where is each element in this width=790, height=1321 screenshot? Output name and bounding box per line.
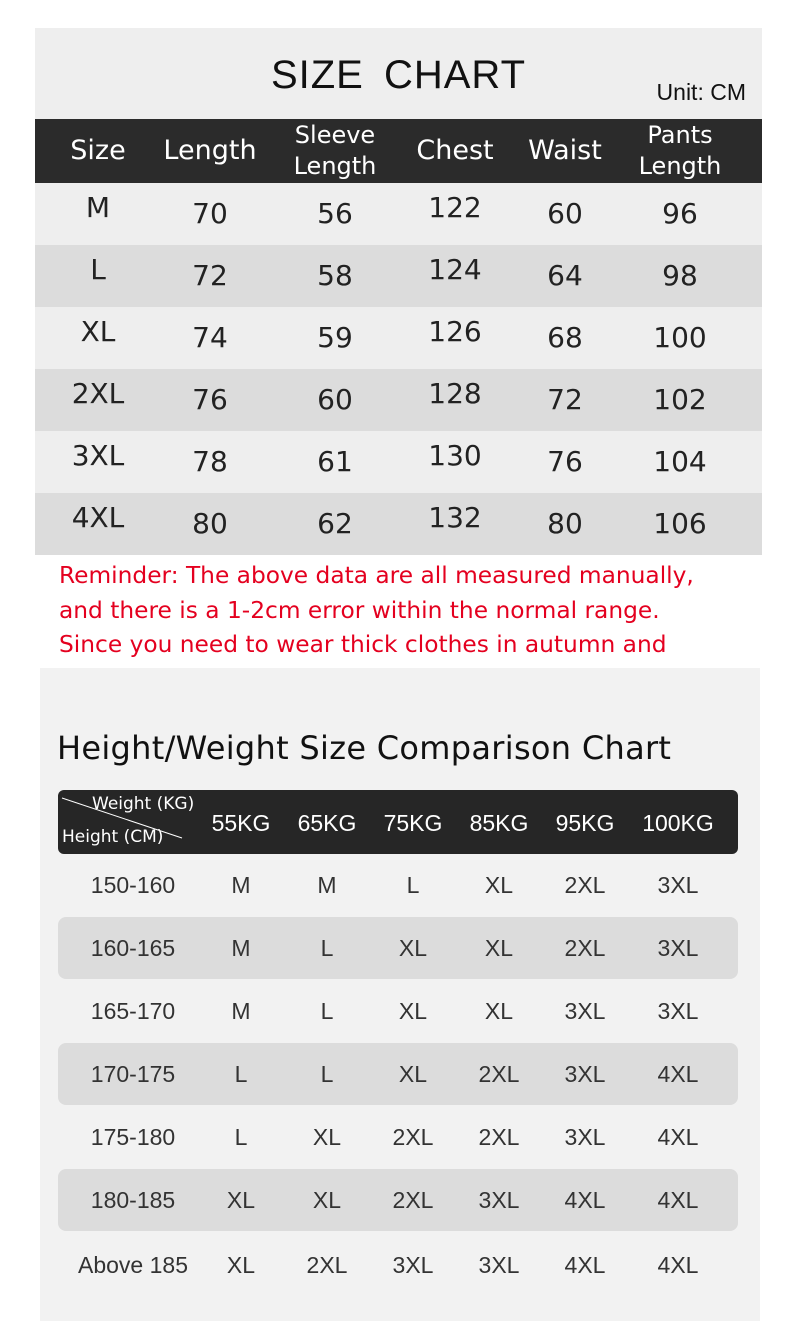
header-weight: 95KG [555, 810, 615, 836]
cell-size: 4XL [564, 1252, 606, 1278]
cell-pants-length: 104 [653, 445, 707, 478]
cell-waist: 68 [547, 321, 583, 354]
cell-height-range: 165-170 [90, 998, 176, 1024]
cell-size: 4XL [657, 1252, 699, 1278]
cell-size: 2XL [392, 1187, 434, 1213]
header-chest: Chest [416, 135, 494, 166]
cell-pants-length: 106 [653, 507, 707, 540]
cell-size: L [234, 1061, 248, 1087]
height-weight-row [58, 980, 738, 1042]
cell-size: XL [484, 935, 514, 961]
cell-chest: 128 [428, 377, 482, 410]
cell-size: M [231, 935, 251, 961]
cell-waist: 60 [547, 197, 583, 230]
cell-size: 3XL [564, 1061, 606, 1087]
header-sleeve-length: Sleeve Length [293, 121, 377, 180]
cell-length: 70 [192, 197, 228, 230]
height-weight-title: Height/Weight Size Comparison Chart [57, 729, 672, 767]
cell-size: 2XL [392, 1124, 434, 1150]
cell-length: 74 [192, 321, 228, 354]
cell-size: M [231, 872, 251, 898]
cell-size: 2XL [564, 872, 606, 898]
cell-size: 3XL [478, 1187, 520, 1213]
cell-size: XL [484, 998, 514, 1024]
cell-size: 2XL [478, 1061, 520, 1087]
cell-size: 3XL [71, 439, 125, 472]
header-length: Length [163, 135, 257, 166]
cell-size: L [320, 1061, 334, 1087]
cell-size: XL [312, 1124, 342, 1150]
size-chart-section [35, 28, 762, 555]
cell-size: XL [398, 935, 428, 961]
size-table-row [35, 493, 762, 555]
header-weight: 100KG [642, 810, 714, 836]
header-size: Size [70, 135, 126, 166]
cell-size: 3XL [564, 998, 606, 1024]
cell-sleeve-length: 56 [317, 197, 353, 230]
header-waist: Waist [528, 135, 602, 166]
cell-size: 3XL [657, 935, 699, 961]
height-weight-row [58, 1169, 738, 1231]
corner-header-cell [58, 790, 208, 854]
height-weight-section [40, 668, 760, 1321]
cell-height-range: 160-165 [90, 935, 176, 961]
cell-sleeve-length: 61 [317, 445, 353, 478]
cell-length: 80 [192, 507, 228, 540]
height-weight-row [58, 1234, 738, 1296]
cell-size: XL [312, 1187, 342, 1213]
cell-chest: 132 [428, 501, 482, 534]
cell-size: M [231, 998, 251, 1024]
height-weight-row [58, 1106, 738, 1168]
cell-pants-length: 100 [653, 321, 707, 354]
cell-size: 3XL [564, 1124, 606, 1150]
reminder-text: Reminder: The above data are all measured manually, and there is a 1-2cm error within the normal range. Since you need to wear thick clothes in autumn and [59, 562, 694, 658]
header-weight: 85KG [469, 810, 529, 836]
cell-size: XL [484, 872, 514, 898]
cell-waist: 80 [547, 507, 583, 540]
cell-size: L [406, 872, 420, 898]
cell-size: XL [226, 1252, 256, 1278]
corner-weight-label: Weight (KG) [92, 794, 195, 814]
height-weight-row [58, 854, 738, 916]
cell-chest: 130 [428, 439, 482, 472]
header-weight: 55KG [211, 810, 271, 836]
size-table-header [35, 119, 762, 183]
cell-size: 3XL [657, 872, 699, 898]
cell-size: L [90, 253, 106, 286]
cell-pants-length: 98 [662, 259, 698, 292]
header-weight: 75KG [383, 810, 443, 836]
cell-height-range: 170-175 [90, 1061, 176, 1087]
cell-size: XL [226, 1187, 256, 1213]
height-weight-header [58, 790, 738, 854]
height-weight-row [58, 1043, 738, 1105]
cell-size: 2XL [71, 377, 125, 410]
height-weight-row [58, 917, 738, 979]
size-table-row [35, 431, 762, 493]
cell-size: XL [398, 1061, 428, 1087]
cell-sleeve-length: 62 [317, 507, 353, 540]
cell-chest: 124 [428, 253, 482, 286]
cell-size: L [234, 1124, 248, 1150]
cell-size: 2XL [564, 935, 606, 961]
cell-size: L [320, 935, 334, 961]
cell-pants-length: 96 [662, 197, 698, 230]
cell-height-range: 150-160 [90, 872, 176, 898]
header-pants-length: Pants Length [638, 121, 722, 180]
cell-size: L [320, 998, 334, 1024]
cell-size: M [317, 872, 337, 898]
cell-pants-length: 102 [653, 383, 707, 416]
unit-label: Unit: CM [656, 79, 746, 105]
cell-waist: 64 [547, 259, 583, 292]
size-chart-title: SIZE CHART [270, 53, 527, 97]
cell-sleeve-length: 58 [317, 259, 353, 292]
cell-waist: 76 [547, 445, 583, 478]
cell-size: 4XL [71, 501, 125, 534]
corner-height-label: Height (CM) [62, 827, 164, 847]
size-table-row [35, 307, 762, 369]
cell-size: 2XL [306, 1252, 348, 1278]
size-table-row [35, 369, 762, 431]
size-table-row [35, 183, 762, 245]
header-weight: 65KG [297, 810, 357, 836]
cell-height-range: 175-180 [90, 1124, 176, 1150]
cell-sleeve-length: 60 [317, 383, 353, 416]
cell-size: XL [398, 998, 428, 1024]
cell-height-range: Above 185 [78, 1252, 188, 1278]
cell-size: 4XL [657, 1187, 699, 1213]
cell-size: XL [80, 315, 116, 348]
cell-waist: 72 [547, 383, 583, 416]
cell-sleeve-length: 59 [317, 321, 353, 354]
cell-size: 4XL [657, 1061, 699, 1087]
size-table-row [35, 245, 762, 307]
cell-height-range: 180-185 [90, 1187, 176, 1213]
cell-length: 76 [192, 383, 228, 416]
cell-size: M [85, 191, 111, 224]
cell-chest: 126 [428, 315, 482, 348]
cell-chest: 122 [428, 191, 482, 224]
cell-length: 78 [192, 445, 228, 478]
cell-size: 4XL [564, 1187, 606, 1213]
cell-size: 3XL [657, 998, 699, 1024]
cell-length: 72 [192, 259, 228, 292]
cell-size: 3XL [478, 1252, 520, 1278]
cell-size: 2XL [478, 1124, 520, 1150]
cell-size: 4XL [657, 1124, 699, 1150]
cell-size: 3XL [392, 1252, 434, 1278]
